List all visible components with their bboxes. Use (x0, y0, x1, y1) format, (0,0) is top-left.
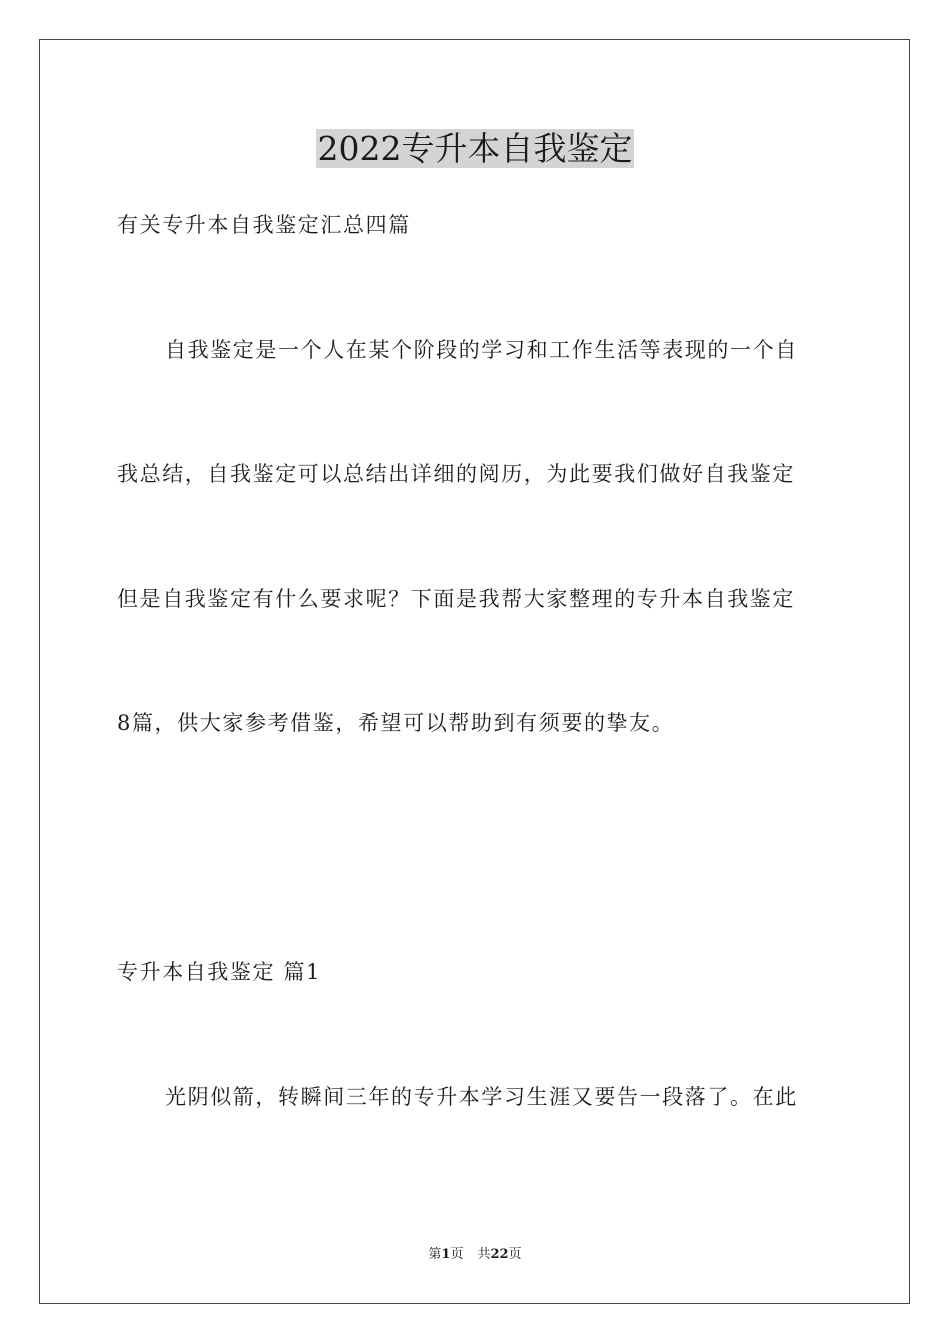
section-heading: 专升本自我鉴定 篇1 (117, 960, 322, 984)
paragraph-line: 但是自我鉴定有什么要求呢？下面是我帮大家整理的专升本自我鉴定 (117, 587, 795, 611)
page-total-number: 22 (490, 1247, 509, 1262)
total-unit: 页 (508, 1247, 522, 1262)
total-prefix: 共 (477, 1247, 491, 1262)
page-current-number: 1 (441, 1247, 451, 1262)
document-title-text: 2022专升本自我鉴定 (317, 129, 633, 168)
page-prefix: 第 (428, 1247, 442, 1262)
paragraph-line: 8篇，供大家参考借鉴，希望可以帮助到有须要的挚友。 (117, 711, 675, 735)
document-subtitle: 有关专升本自我鉴定汇总四篇 (117, 213, 411, 237)
page-unit: 页 (450, 1247, 464, 1262)
page-footer (0, 1246, 950, 1264)
section-paragraph-line: 光阴似箭，转瞬间三年的专升本学习生涯又要告一段落了。在此 (165, 1085, 798, 1109)
document-title (0, 128, 950, 170)
paragraph-line: 我总结，自我鉴定可以总结出详细的阅历，为此要我们做好自我鉴定 (117, 462, 795, 486)
paragraph-line: 自我鉴定是一个人在某个阶段的学习和工作生活等表现的一个自 (165, 338, 798, 362)
